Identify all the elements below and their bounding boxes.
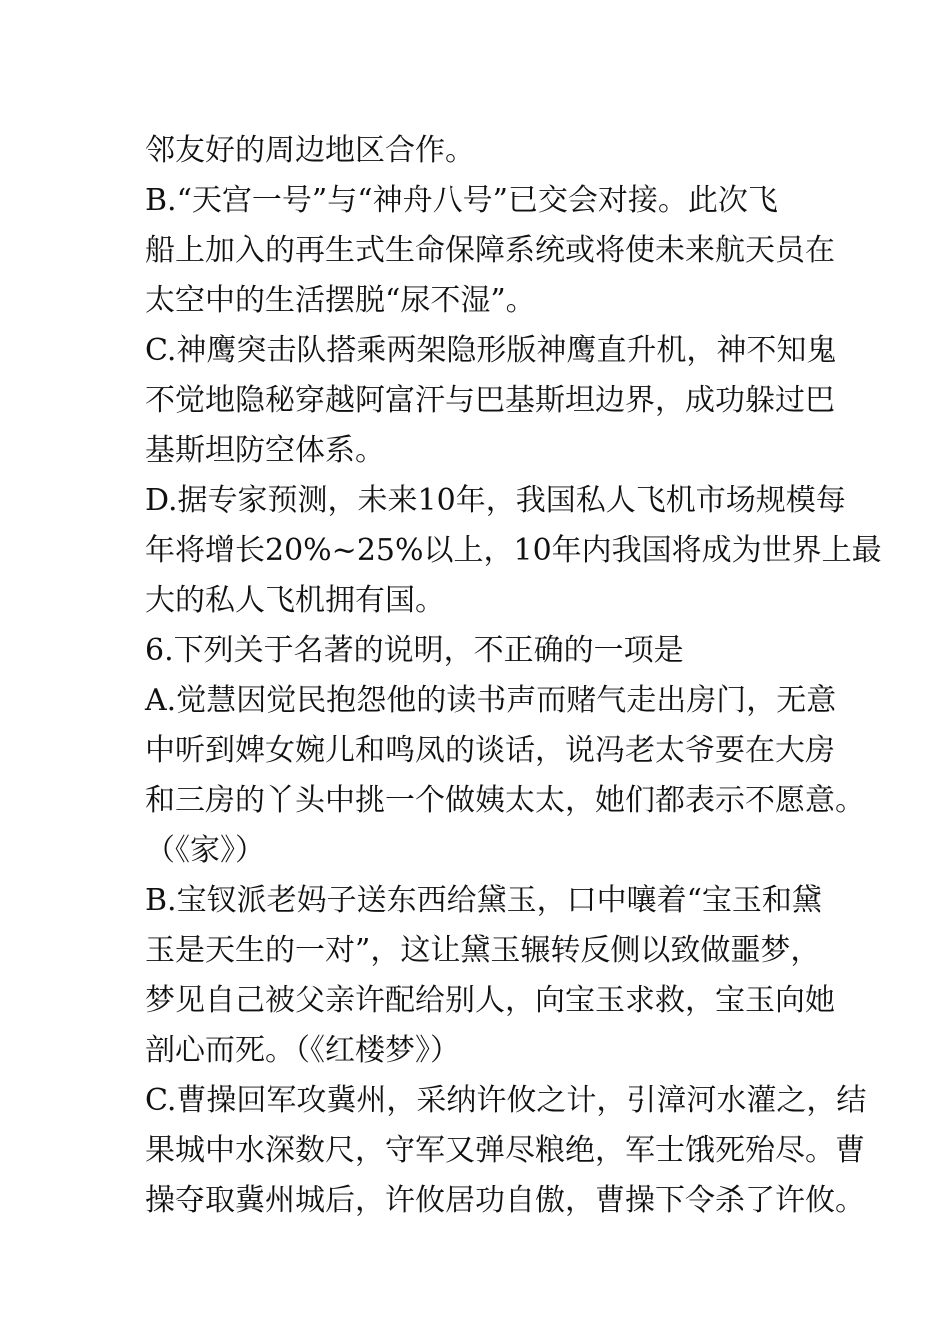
text-line: B.“天宫一号”与“神舟八号”已交会对接。此次飞: [145, 183, 778, 218]
text-line: 玉是天生的一对”，这让黛玉辗转反侧以致做噩梦，: [145, 933, 821, 968]
text-line: 大的私人飞机拥有国。: [145, 583, 445, 618]
text-line: 不觉地隐秘穿越阿富汗与巴基斯坦边界，成功躲过巴: [145, 383, 835, 418]
text-line: A.觉慧因觉民抱怨他的读书声而赌气走出房门，无意: [145, 683, 837, 718]
text-line: B.宝钗派老妈子送东西给黛玉，口中嚷着“宝玉和黛: [145, 883, 822, 918]
text-line: 太空中的生活摆脱“尿不湿”。: [145, 283, 536, 318]
text-line: D.据专家预测，未来10年，我国私人飞机市场规模每: [145, 483, 846, 518]
text-line: 和三房的丫头中挑一个做姨太太，她们都表示不愿意。: [145, 783, 865, 818]
question-heading: 6.下列关于名著的说明，不正确的一项是: [145, 633, 684, 668]
text-line: C.曹操回军攻冀州，采纳许攸之计，引漳河水灌之，结: [145, 1083, 867, 1118]
text-line: 邻友好的周边地区合作。: [145, 133, 475, 168]
text-line: 年将增长20%~25%以上，10年内我国将成为世界上最: [145, 533, 882, 568]
text-line: 中听到婢女婉儿和鸣凤的谈话，说冯老太爷要在大房: [145, 733, 835, 768]
text-line: 梦见自己被父亲许配给别人，向宝玉求救，宝玉向她: [145, 983, 835, 1018]
text-line: 果城中水深数尺，守军又弹尽粮绝，军士饿死殆尽。曹: [145, 1133, 865, 1168]
text-line: C.神鹰突击队搭乘两架隐形版神鹰直升机，神不知鬼: [145, 333, 837, 368]
text-line: 剖心而死。（《红楼梦》）: [145, 1033, 460, 1068]
document-text: [145, 126, 882, 1226]
text-line: 操夺取冀州城后，许攸居功自傲，曹操下令杀了许攸。: [145, 1183, 865, 1218]
text-line: 船上加入的再生式生命保障系统或将使未来航天员在: [145, 233, 835, 268]
text-line: （《家》）: [145, 833, 265, 868]
text-line: 基斯坦防空体系。: [145, 433, 385, 468]
